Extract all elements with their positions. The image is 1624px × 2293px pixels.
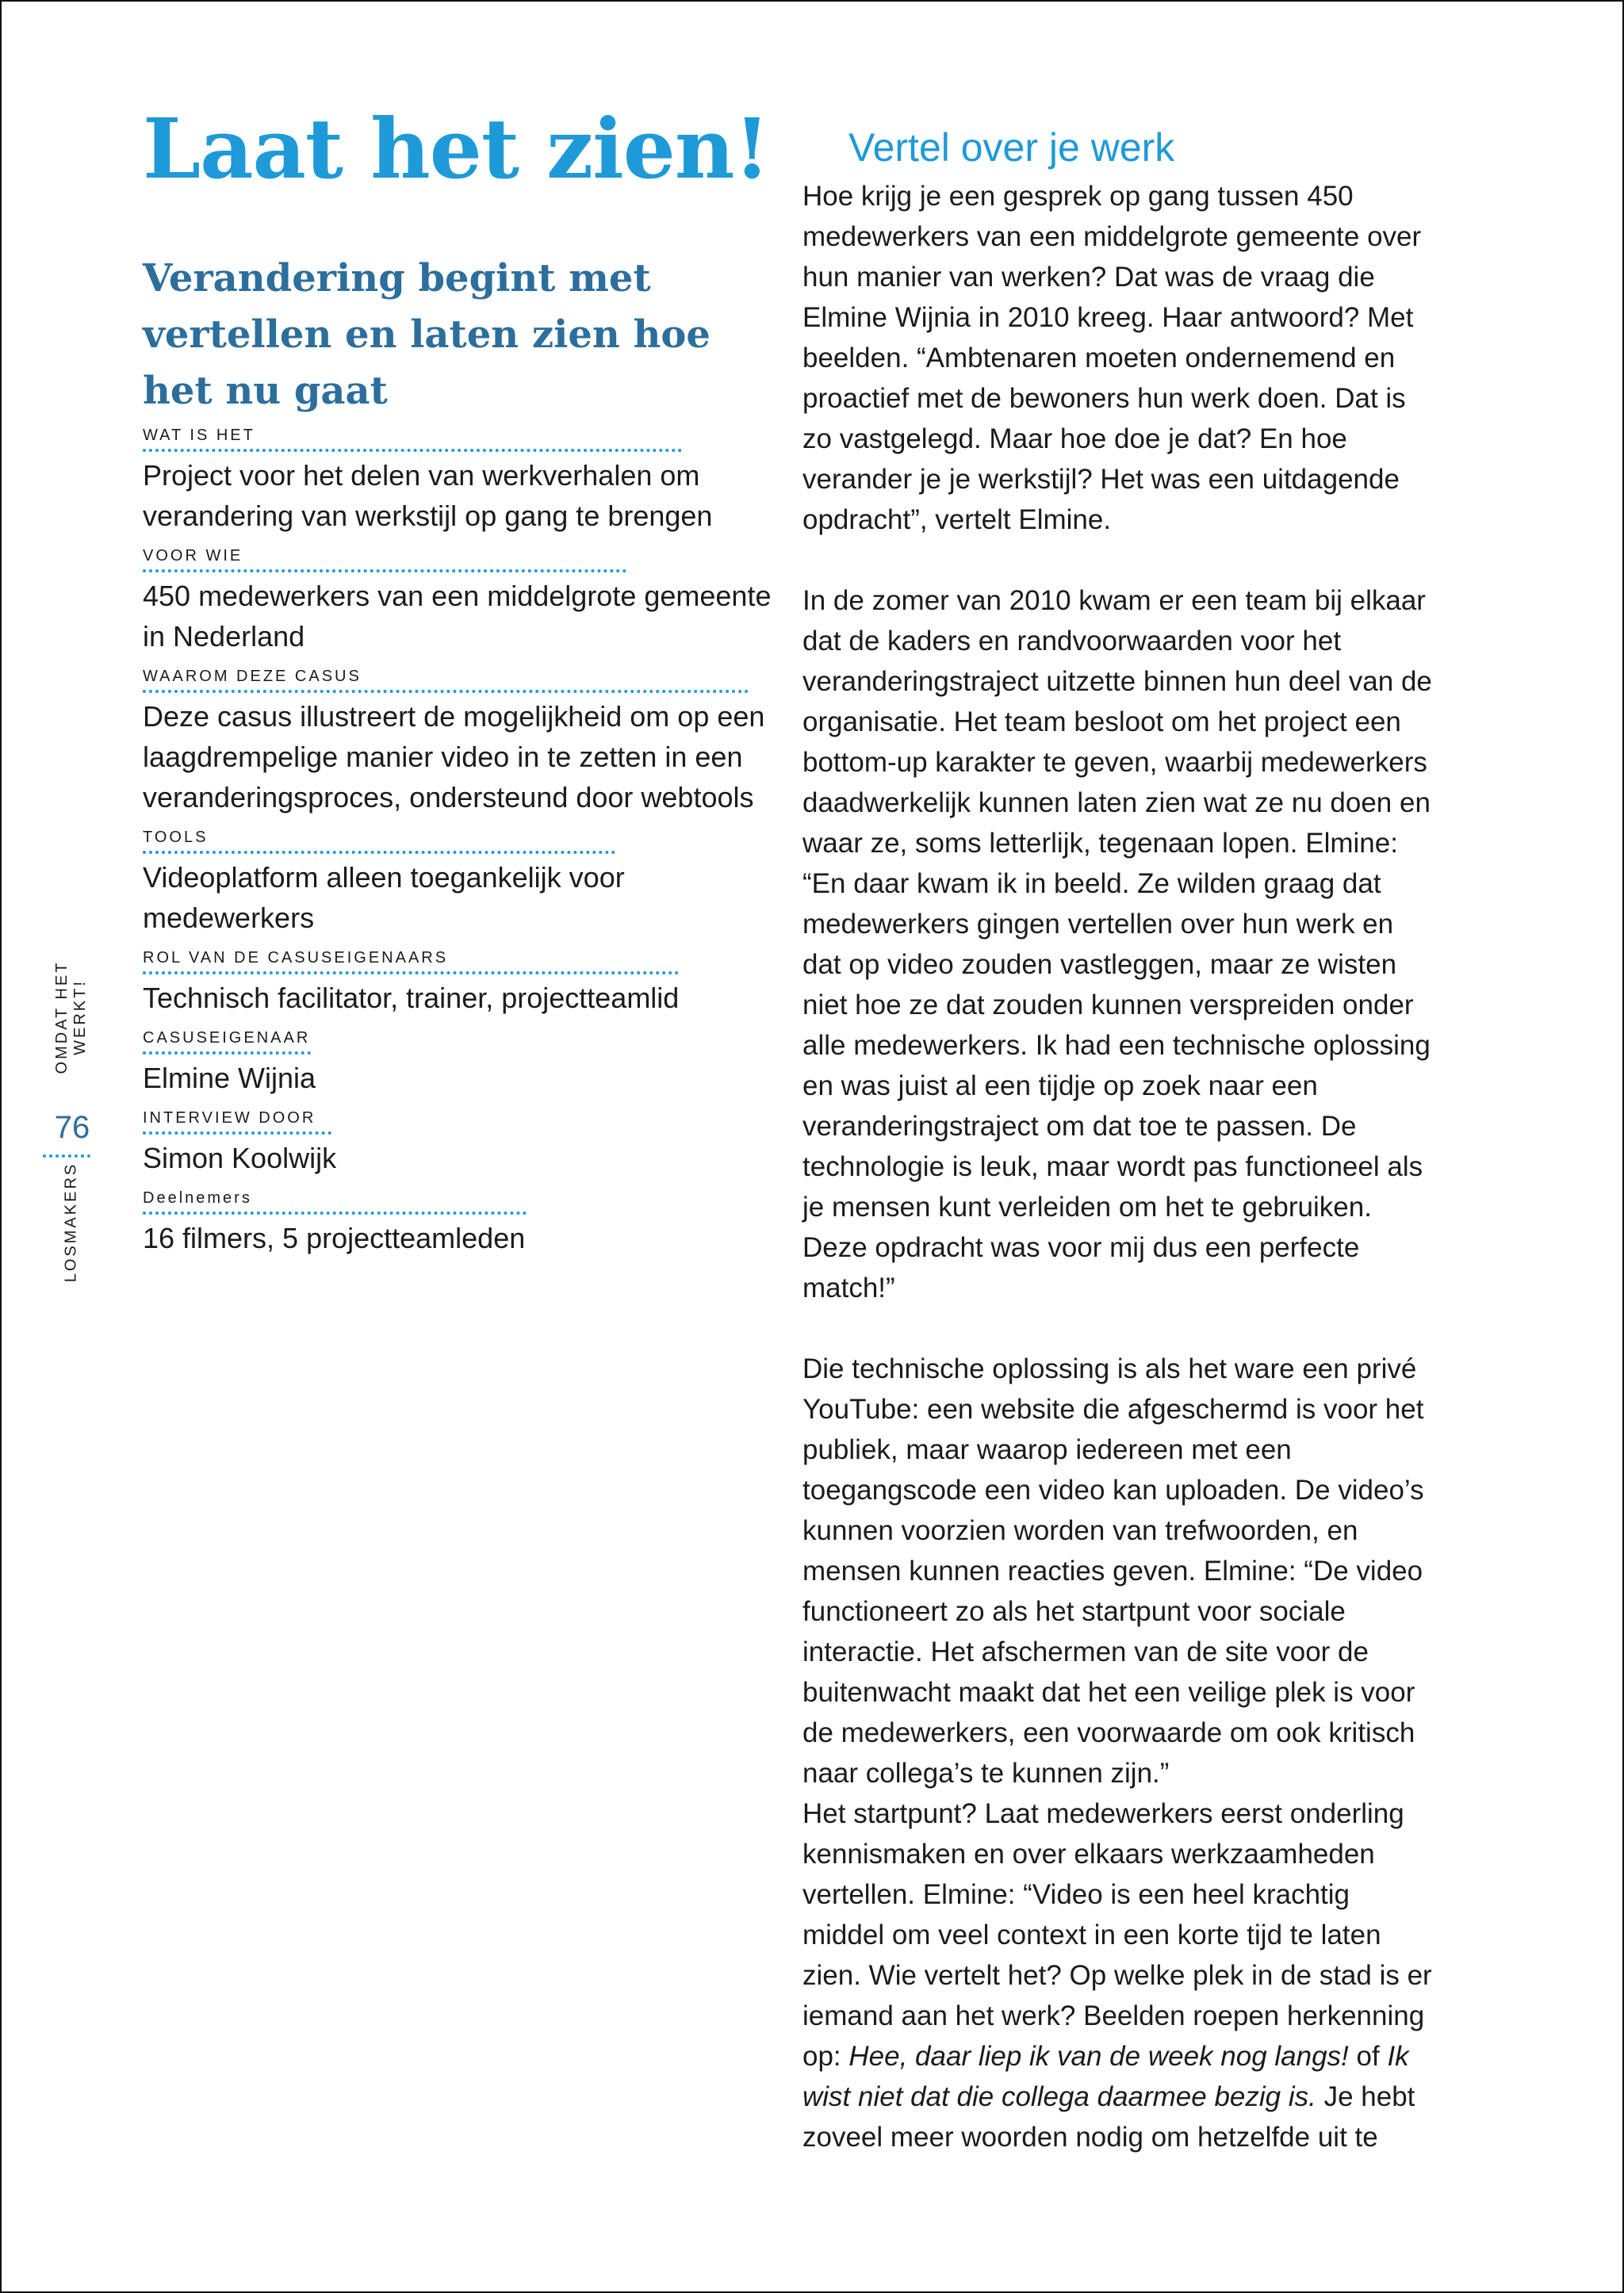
page-title: Laat het zien!: [143, 100, 770, 197]
paragraph-text: of: [1348, 2041, 1388, 2072]
meta-value: Simon Koolwijk: [143, 1142, 337, 1174]
paragraph-text: Je hebt zoveel meer woorden nodig om hetzelfde uit te: [802, 2081, 1415, 2153]
meta-value: Elmine Wijnia: [143, 1062, 316, 1094]
meta-value: 16 filmers, 5 projectteamleden: [143, 1222, 526, 1254]
meta-value: Videoplatform alleen toegankelijk voor medewerkers: [143, 861, 625, 934]
article-body: [802, 176, 1437, 2157]
meta-label: TOOLS: [143, 829, 615, 854]
meta-item-role: [143, 949, 777, 1018]
paragraph: In de zomer van 2010 kwam er een team bij elkaar dat de kaders en randvoorwaarden voor het veranderingstraject uitzette binnen hun deel van de organisatie. Het team besloot om het project een bottom-up karakter te geven, waarbij medewerkers daadwerkelijk kunnen laten zien wat ze nu doen en waar ze, soms letterlijk, tegenaan lopen. Elmine: “En daar kwam ik in beeld. Ze wilden graag dat medewerkers gingen vertellen over hun werk en dat op video zouden vastleggen, maar ze wisten niet hoe ze dat zouden kunnen verspreiden onder alle medewerkers. Ik had een technische oplossing en was juist al een tijdje op zoek naar een veranderingstraject om dat toe te passen. De technologie is leuk, maar wordt pas functioneel als je mensen kunt verleiden om het te gebruiken. Deze opdracht was voor mij dus een perfecte match!”: [802, 585, 1432, 1303]
page-number: 76: [54, 1110, 90, 1145]
meta-label: WAT IS HET: [143, 427, 682, 452]
meta-item-tools: [143, 829, 777, 938]
meta-value: Technisch facilitator, trainer, projectteamlid: [143, 982, 680, 1014]
publication-title: LOSMAKERS: [62, 1162, 80, 1283]
paragraph: Die technische oplossing is als het ware een privé YouTube: een website die afgeschermd is voor het publiek, maar waarop iedereen met een toegangscode een video kan uploaden. De video’s kunnen voorzien worden van trefwoorden, en mensen kunnen reacties geven. Elmine: “De video functioneert zo als het startpunt voor sociale interactie. Het afschermen van de site voor de buitenwacht maakt dat het een veilige plek is voor de medewerkers, een voorwaarde om ook kritisch naar collega’s te kunnen zijn.”: [802, 1353, 1424, 1789]
meta-item-participants: [143, 1189, 777, 1258]
meta-label: CASUSEIGENAAR: [143, 1029, 311, 1055]
article-column: [802, 119, 1437, 2157]
meta-label: INTERVIEW DOOR: [143, 1109, 331, 1135]
meta-label: WAAROM DEZE CASUS: [143, 668, 749, 693]
paragraph: [802, 1793, 1437, 2157]
meta-item-interviewer: [143, 1109, 777, 1178]
section-heading: Vertel over je werk: [848, 125, 1175, 170]
meta-item-why: [143, 668, 777, 817]
case-meta-list: [143, 427, 777, 1269]
quote-text: Hee, daar liep ik van de week nog langs!: [848, 2041, 1349, 2072]
quote-text: Ik wist niet dat die collega daarmee bezig is.: [802, 2041, 1409, 2112]
meta-value: 450 medewerkers van een middelgrote gemeente in Nederland: [143, 580, 772, 653]
meta-item-what: [143, 427, 777, 536]
meta-item-for-whom: [143, 547, 777, 657]
meta-item-owner: [143, 1029, 777, 1098]
meta-label: VOOR WIE: [143, 547, 626, 572]
paragraph: Hoe krijg je een gesprek op gang tussen 450 medewerkers van een middelgrote gemeente over hun manier van werken? Dat was de vraag die Elmine Wijnia in 2010 kreeg. Haar antwoord? Met beelden. “Ambtenaren moeten ondernemend en proactief met de bewoners hun werk doen. Dat is zo vastgelegd. Maar hoe doe je dat? En hoe verander je je werkstijl? Het was een uitdagende opdracht”, vertelt Elmine.: [802, 181, 1422, 535]
meta-label: ROL VAN DE CASUSEIGENAARS: [143, 949, 679, 974]
page-subtitle: Verandering begint met vertellen en laten zien hoe het nu gaat: [143, 256, 710, 413]
series-title: OMDAT HET WERKT!: [53, 960, 89, 1074]
side-margin: [25, 920, 121, 1284]
page-number-rule: [43, 1154, 90, 1158]
meta-value: Project voor het delen van werkverhalen om verandering van werkstijl op gang te brengen: [143, 459, 713, 532]
meta-value: Deze casus illustreert de mogelijkheid om op een laagdrempelige manier video in te zetten in een veranderingsproces, ondersteund door webtools: [143, 700, 765, 813]
meta-label: Deelnemers: [143, 1189, 527, 1215]
paragraph-text: Het startpunt? Laat medewerkers eerst onderling kennismaken en over elkaars werkzaamheden vertellen. Elmine: “Video is een heel krachtig middel om veel context in een korte tijd te laten zien. Wie vertelt het? Op welke plek in de stad is er iemand aan het werk? Beelden roepen herkenning op:: [802, 1798, 1432, 2072]
